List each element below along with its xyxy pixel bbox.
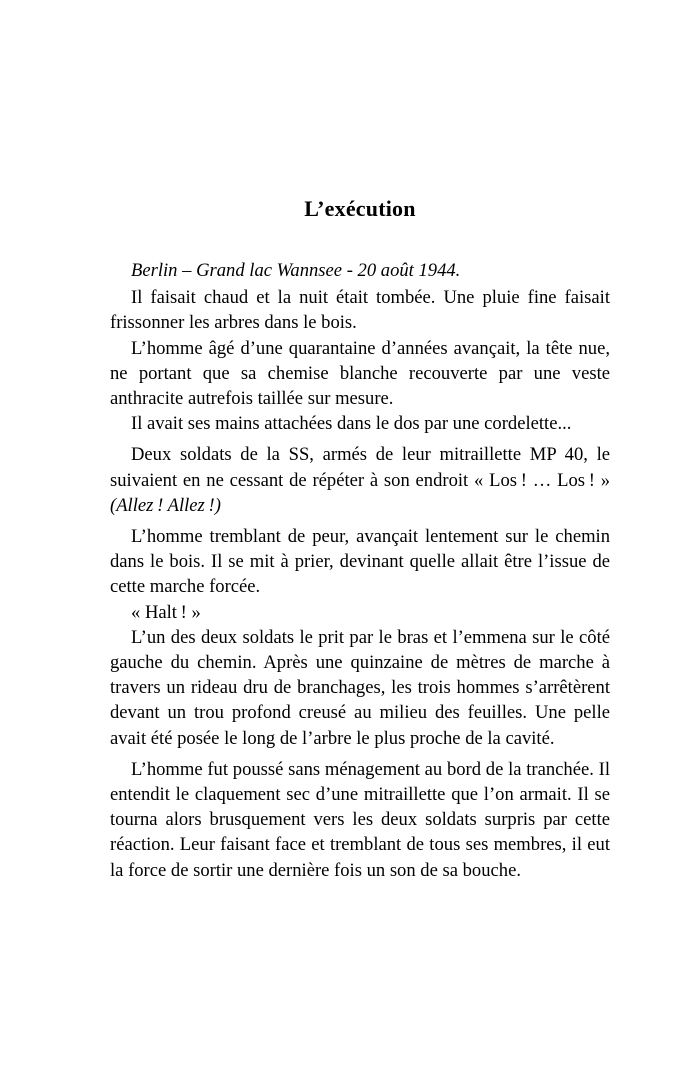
body-text-block	[110, 258, 610, 883]
paragraph-7: L’un des deux soldats le prit par le bras et l’emmena sur le côté gauche du chemin. Après une quinzaine de mètres de marche à travers un rideau dru de branchages, les trois hommes s’arrêtèrent devant un trou profond creusé au milieu des feuilles. Une pelle avait été posée le long de l’arbre le plus proche de la cavité.	[110, 626, 610, 749]
paragraph-1: Il faisait chaud et la nuit était tombée. Une pluie fine faisait frissonner les arbres dans le bois.	[110, 287, 610, 334]
chapter-title: L’exécution	[304, 196, 416, 221]
paragraph-6-halt-quote: « Halt ! »	[131, 601, 201, 623]
paragraph-4-italic-translation: (Allez ! Allez !)	[110, 494, 221, 516]
dateline: Berlin – Grand lac Wannsee - 20 août 1944.	[131, 260, 461, 281]
paragraph-2: L’homme âgé d’une quarantaine d’années avançait, la tête nue, ne portant que sa chemise blanche recouverte par une veste anthracite autrefois taillée sur mesure.	[110, 337, 610, 410]
paragraph-4	[110, 442, 610, 518]
paragraph-8: L’homme fut poussé sans ménagement au bord de la tranchée. Il entendit le claquement sec d’une mitraillette que l’on armait. Il se tourna alors brusquement vers les deux soldats surpris par cette réaction. Leur faisant face et tremblant de tous ses membres, il eut la force de sortir une dernière fois un son de sa bouche.	[110, 758, 610, 881]
paragraph-3: Il avait ses mains attachées dans le dos par une cordelette...	[131, 413, 572, 435]
paragraph-4-roman-text: Deux soldats de la SS, armés de leur mitraillette MP 40, le suivaient en ne cessant de répéter à son endroit « Los ! … Los ! »	[110, 444, 610, 491]
paragraph-5: L’homme tremblant de peur, avançait lentement sur le chemin dans le bois. Il se mit à prier, devinant quelle allait être l’issue de cette marche forcée.	[110, 526, 610, 598]
